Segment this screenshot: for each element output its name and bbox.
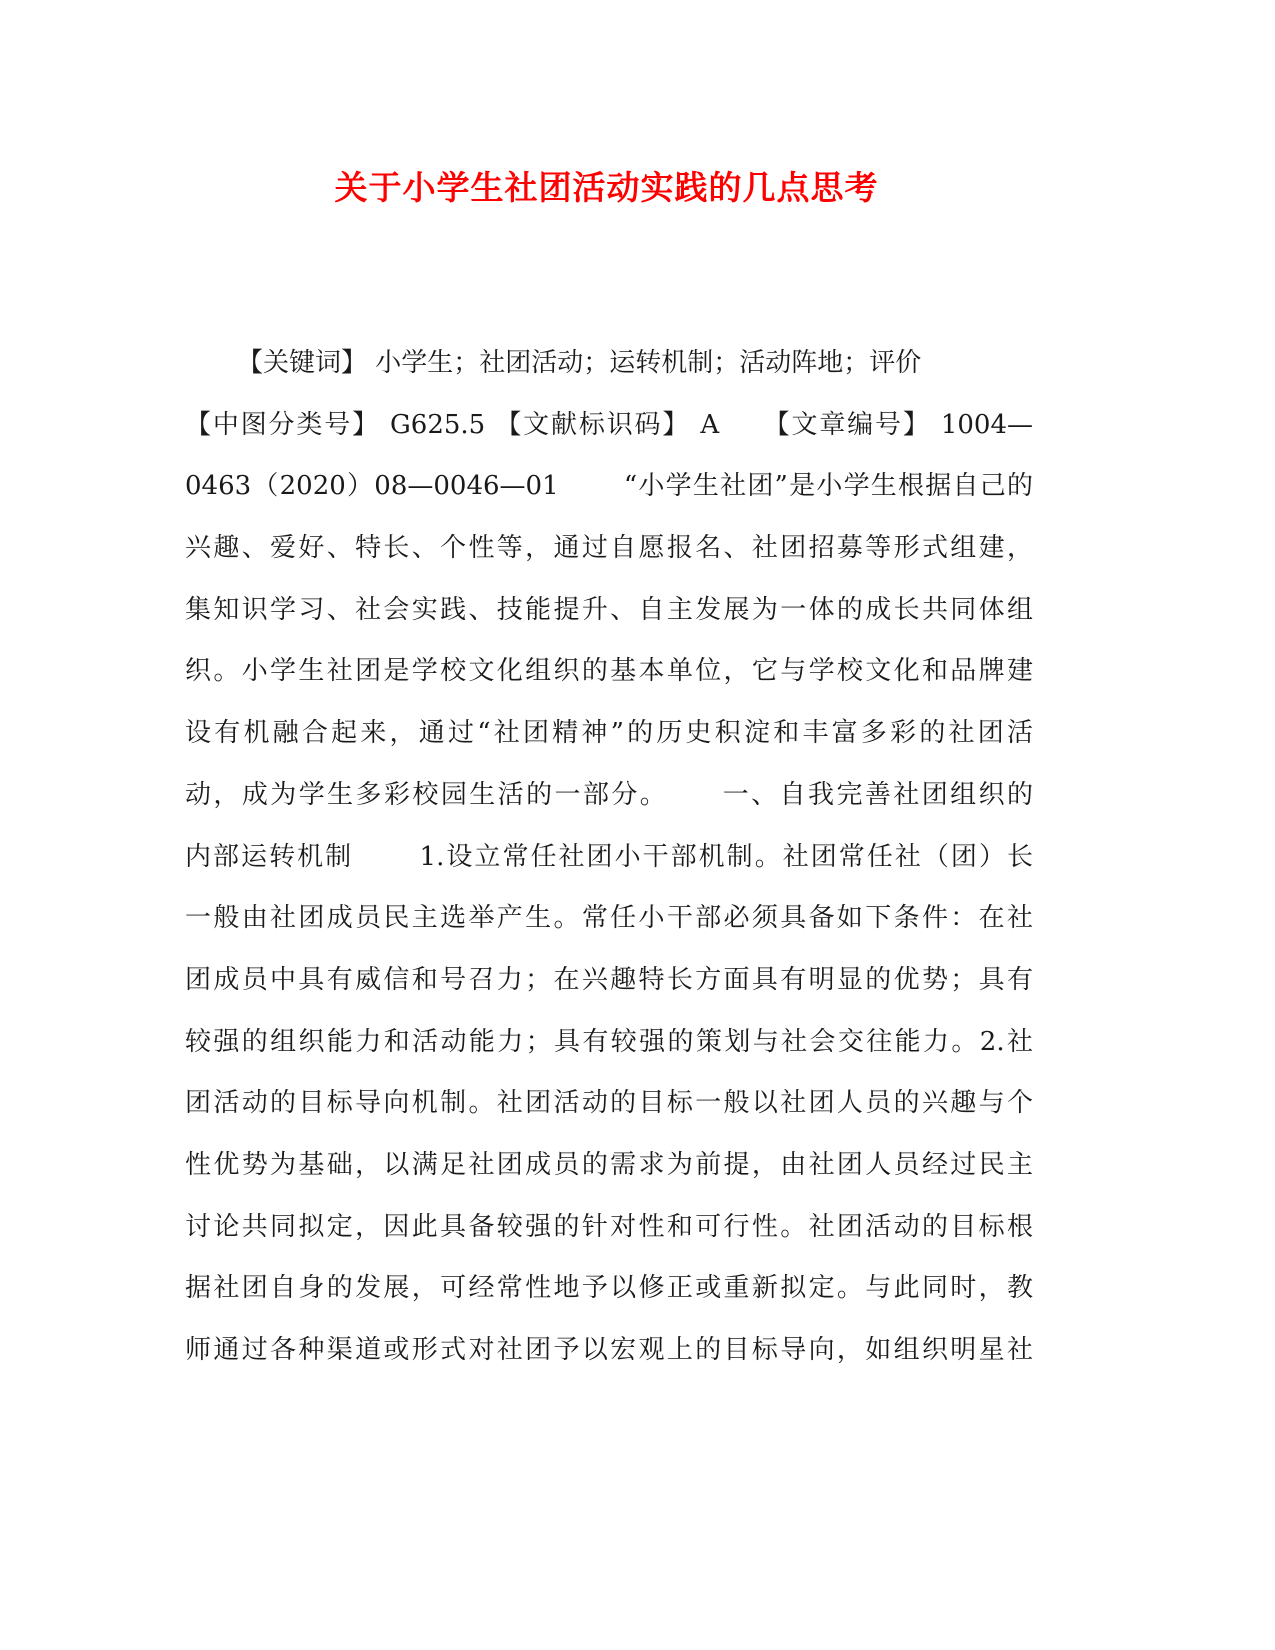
- body-line: 【中图分类号】 G625.5 【文献标识码】 A 【文章编号】 1004—: [185, 409, 1033, 440]
- body-line: 讨论共同拟定，因此具备较强的针对性和可行性。社团活动的目标根: [185, 1211, 1033, 1242]
- body-line: 动，成为学生多彩校园生活的一部分。 一、自我完善社团组织的: [185, 779, 1033, 810]
- keywords-line: 【关键词】 小学生；社团活动；运转机制；活动阵地；评价: [237, 348, 922, 378]
- body-line: 较强的组织能力和活动能力；具有较强的策划与社会交往能力。2.社: [185, 1026, 1033, 1057]
- body-line: 团成员中具有威信和号召力；在兴趣特长方面具有明显的优势；具有: [185, 964, 1033, 995]
- document-body: [185, 333, 1033, 1382]
- body-line: 集知识学习、社会实践、技能提升、自主发展为一体的成长共同体组: [185, 594, 1033, 625]
- body-line: 性优势为基础，以满足社团成员的需求为前提，由社团人员经过民主: [185, 1149, 1033, 1180]
- body-line: 师通过各种渠道或形式对社团予以宏观上的目标导向，如组织明星社: [185, 1335, 1033, 1365]
- document-title: 关于小学生社团活动实践的几点思考: [334, 168, 879, 207]
- body-line: 设有机融合起来，通过“社团精神”的历史积淀和丰富多彩的社团活: [185, 718, 1033, 749]
- body-line: 内部运转机制 1.设立常任社团小干部机制。社团常任社（团）长: [185, 841, 1033, 872]
- body-line: 据社团自身的发展，可经常性地予以修正或重新拟定。与此同时，教: [185, 1273, 1033, 1304]
- body-line: 织。小学生社团是学校文化组织的基本单位，它与学校文化和品牌建: [185, 656, 1033, 687]
- body-line: 0463（2020）08—0046—01 “小学生社团”是小学生根据自己的: [185, 471, 1033, 502]
- body-line: 团活动的目标导向机制。社团活动的目标一般以社团人员的兴趣与个: [185, 1088, 1033, 1119]
- body-line: 一般由社团成员民主选举产生。常任小干部必须具备如下条件：在社: [185, 903, 1033, 934]
- body-line: 兴趣、爱好、特长、个性等，通过自愿报名、社团招募等形式组建，: [185, 533, 1033, 564]
